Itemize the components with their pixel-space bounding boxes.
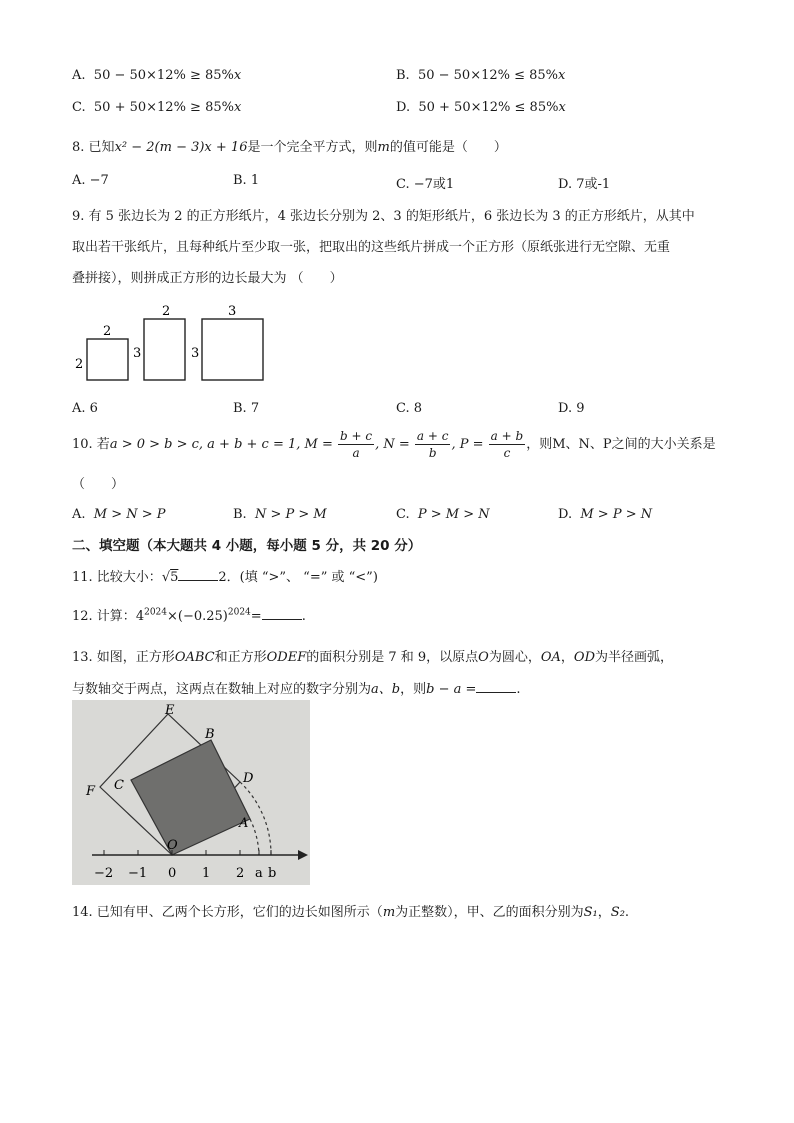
- question-13-line-2: 与数轴交于两点，这两点在数轴上对应的数字分别为a、b，则b − a = .: [72, 682, 521, 697]
- label-rect-side: 3: [133, 346, 142, 361]
- q9-option-d: D. 9: [558, 401, 585, 416]
- q8-option-b: B. 1: [233, 173, 260, 188]
- label-f: F: [86, 784, 96, 799]
- q9-option-b: B. 7: [233, 401, 260, 416]
- section-2-heading: 二、填空题（本大题共 4 小题，每小题 5 分，共 20 分）: [72, 538, 422, 554]
- q9-paper-figure: [70, 300, 270, 384]
- label-c: C: [114, 778, 124, 793]
- q8-option-a: A. −7: [72, 173, 109, 188]
- question-9-line-3: 叠拼接），则拼成正方形的边长最大为 （ ）: [72, 271, 343, 286]
- tick-0: 0: [168, 866, 177, 881]
- tick-a: a: [255, 866, 263, 881]
- label-big-square-top: 3: [228, 304, 237, 319]
- q10-answer-paren: （ ）: [72, 477, 125, 492]
- tick-1: 1: [202, 866, 211, 881]
- question-10: 10. 若a > 0 > b > c, a + b + c = 1, M = $\frac{b + c}{a}$ , N = $\frac{a + c}{b}$ , P = $\frac{a + b}{c}$ ，则M、N、P之间的大小关系是: [72, 429, 716, 460]
- label-d: D: [243, 771, 254, 786]
- fraction-m: $\frac{b + c}{a}$: [340, 429, 373, 460]
- question-13-line-1: 13. 如图，正方形OABC和正方形ODEF的面积分别是 7 和 9，以原点O为圆心，OA，OD为半径画弧，: [72, 650, 674, 665]
- question-11: 11. 比较大小：√5 2．(填 “>”、 “=” 或 “<”): [72, 570, 378, 585]
- label-o: O: [167, 838, 178, 853]
- q10-option-a: A. M > N > P: [72, 507, 166, 522]
- label-square-top: 2: [103, 324, 112, 339]
- question-9-line-2: 取出若干张纸片，且每种纸片至少取一张，把取出的这些纸片拼成一个正方形（原纸张进行无空隙、无重: [72, 240, 671, 255]
- label-big-square-side: 3: [191, 346, 200, 361]
- square-3x3: [202, 319, 263, 380]
- q7-option-c: C. 50 + 50×12% ≥ 85%x: [72, 100, 242, 115]
- label-rect-top: 2: [162, 304, 171, 319]
- fraction-p: $\frac{a + b}{c}$: [490, 429, 524, 460]
- q7-option-a: A. 50 − 50×12% ≥ 85%x: [72, 68, 242, 83]
- q7-option-b: B. 50 − 50×12% ≤ 85%x: [396, 68, 566, 83]
- rectangle-2x3: [144, 319, 185, 380]
- label-e: E: [165, 703, 175, 718]
- label-b: B: [205, 727, 215, 742]
- question-14: 14. 已知有甲、乙两个长方形，它们的边长如图所示（m为正整数），甲、乙的面积分别为S₁，S₂.: [72, 905, 630, 920]
- fraction-n: $\frac{a + c}{b}$: [416, 429, 449, 460]
- q10-option-d: D. M > P > N: [558, 507, 653, 522]
- q9-option-c: C. 8: [396, 401, 423, 416]
- square-2x2: [87, 339, 128, 380]
- tick-b: b: [268, 866, 277, 881]
- tick-minus-1: −1: [128, 866, 148, 881]
- q13-squares-figure: [72, 700, 310, 885]
- question-12: 12. 计算：$4^{2024}\times(-0.25)^{2024}=$ .: [72, 607, 306, 624]
- q7-option-d: D. 50 + 50×12% ≤ 85%x: [396, 100, 566, 115]
- label-square-side: 2: [75, 357, 84, 372]
- question-9-line-1: 9. 有 5 张边长为 2 的正方形纸片，4 张边长分别为 2、3 的矩形纸片，6 张边长为 3 的正方形纸片，从其中: [72, 209, 695, 224]
- q10-option-c: C. P > M > N: [396, 507, 490, 522]
- question-8: 8. 已知x² − 2(m − 3)x + 16是一个完全平方式，则m的值可能是（ ）: [72, 140, 507, 155]
- tick-minus-2: −2: [94, 866, 114, 881]
- label-a: A: [239, 816, 249, 831]
- q9-option-a: A. 6: [72, 401, 98, 416]
- tick-2: 2: [236, 866, 245, 881]
- q8-option-c: C. −7或1: [396, 177, 455, 192]
- q10-option-b: B. N > P > M: [233, 507, 327, 522]
- q8-option-d: D. 7或-1: [558, 177, 611, 192]
